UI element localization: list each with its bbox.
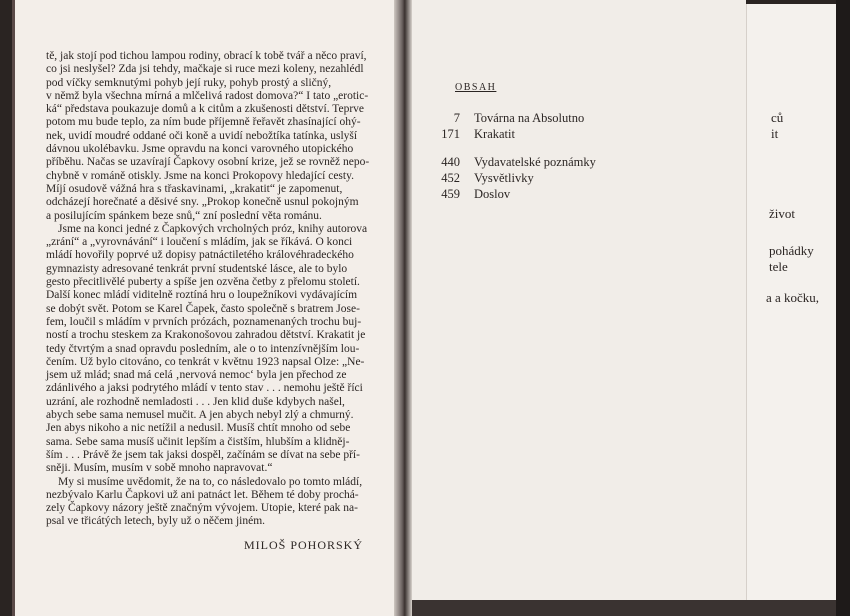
text-line: fem, loučil s mládím v prvních prózách, poznamenaných trochu buj- <box>46 315 362 328</box>
text-line-row <box>46 236 376 249</box>
text-line-row <box>46 183 376 196</box>
contents-heading: OBSAH <box>455 82 497 93</box>
text-line-row <box>46 249 376 262</box>
text-line-row <box>46 382 376 395</box>
text-line: abych sebe sama nemusel mučit. A jen abych nebyl zlý a chmurný. <box>46 409 354 422</box>
text-line-row <box>46 369 376 382</box>
text-line-row <box>46 156 376 169</box>
toc-entry <box>420 187 510 202</box>
text-line-row <box>46 210 376 223</box>
text-line: nezbývalo Karlu Čapkovi už ani patnáct let. Během té doby prochá- <box>46 488 359 501</box>
text-line-row <box>46 303 376 316</box>
text-line: uzrání, ale rozhodně nemladosti . . . Jen klid duše kdybych našel, <box>46 395 345 408</box>
toc-title: Vysvětlivky <box>474 171 534 185</box>
toc-entry <box>420 127 515 142</box>
text-line-row <box>46 130 376 143</box>
author-signature: MILOŠ POHORSKÝ <box>244 538 364 552</box>
underlying-text-fragment: život <box>769 206 795 221</box>
text-line: dávnou ukolébavku. Jsme opravdu na konci varovného utopického <box>46 143 354 156</box>
text-line: potom mu bude teplo, za ním bude příjemně řeřavět zhasínající ohý- <box>46 116 361 129</box>
text-line-row <box>46 436 376 449</box>
text-line-row <box>46 263 376 276</box>
text-line: „zrání“ a „vyrovnávání“ i loučení s mládím, jak se říkává. O konci <box>46 236 353 249</box>
text-line-row <box>46 422 376 435</box>
text-line: tě, jak stojí pod tichou lampou rodiny, obrací k tobě tvář a něco praví, <box>46 50 367 62</box>
book-gutter <box>394 0 412 616</box>
text-line: Jsme na konci jedné z Čapkových vrcholných próz, knihy autorova <box>58 222 368 235</box>
text-line-row <box>46 289 376 302</box>
text-line-row <box>46 143 376 156</box>
text-line-row <box>46 343 376 356</box>
background-bottom <box>412 600 836 616</box>
text-line: tedy čtvrtým a snad opravdu posledním, ale o to intenzívnějším lou- <box>46 342 360 355</box>
text-line: jsem už mlád; snad má celá ‚nervová nemoc‘ byla jen přechod ze <box>46 369 347 382</box>
underlying-text-fragment: pohádky <box>769 243 814 258</box>
text-line: zdánlivého a jaksi podrytého mládí v tento stav . . . nemohu ještě říci <box>46 382 363 395</box>
text-line-row <box>46 276 376 289</box>
text-line: mládí hovořily poprvé už dopisy patnáctiletého královéhradeckého <box>46 249 354 262</box>
text-line-row <box>46 515 376 528</box>
text-line: Další konec mládí viditelně roztíná hru o loupežníkovi vydávajícím <box>46 289 358 302</box>
text-line: čením. Už bylo citováno, co tenkrát v květnu 1923 napsal Olze: „Ne- <box>46 355 365 368</box>
text-line: pod víčky semknutými pohyb její ruky, pohyb prostý a sličný, <box>46 76 332 89</box>
text-line-row <box>46 502 376 515</box>
text-line-row <box>46 50 376 63</box>
toc-page-number: 7 <box>453 111 460 125</box>
text-line: psal ve třicátých letech, byly už o něčem jiném. <box>46 515 266 528</box>
toc-entry <box>420 155 596 170</box>
toc-page-number: 171 <box>441 127 460 141</box>
text-line-row <box>46 329 376 342</box>
text-line-row <box>46 196 376 209</box>
text-line: sněji. Musím, musím v sobě mnoho napravovat.“ <box>46 462 273 475</box>
text-line: zely Čapkovy názory ještě značným vývojem. Utopie, které pak na- <box>46 502 358 515</box>
text-line-row <box>46 90 376 103</box>
text-line: Míjí osudově vážná hra s třaskavinami, „krakatit“ je zapomenut, <box>46 182 343 195</box>
text-line-row <box>46 170 376 183</box>
text-line: gesto přecitlivělé puberty a spíše jen ozvěna četby z přelomu století. <box>46 276 360 289</box>
text-line: ností a trochu steskem za Krakonošovou zahradou dětství. Krakatit je <box>46 329 366 342</box>
toc-title: Vydavatelské poznámky <box>474 155 596 169</box>
text-line-row <box>46 409 376 422</box>
text-line: co jsi neslyšel? Zda jsi tehdy, mačkaje si ruce mezi koleny, nezahlédl <box>46 63 364 76</box>
text-line-row <box>46 356 376 369</box>
text-line-row <box>46 449 376 462</box>
text-line: gymnazisty adresované tenkrát první studentské lásce, ale to bylo <box>46 262 348 275</box>
underlying-text-fragment: ců <box>771 110 784 125</box>
text-line: příběhu. Načas se uzavírají Čapkovy osobní krize, jež se rovněž nepo- <box>46 156 370 169</box>
text-line: My si musíme uvědomit, že na to, co následovalo po tomto mládí, <box>58 475 363 488</box>
text-line-row <box>46 103 376 116</box>
text-line-row <box>46 489 376 502</box>
text-line: ším . . . Právě že jsem tak jaksi dospěl, začínám se dívat na sebe pří- <box>46 448 360 461</box>
text-line: Jen abys nikoho a nic netížil a nedusil. Musíš chtít mnoho od sebe <box>46 422 351 435</box>
text-line-row <box>46 116 376 129</box>
toc-title: Továrna na Absolutno <box>474 111 585 125</box>
toc-page-number: 459 <box>441 187 460 201</box>
toc-title: Krakatit <box>474 127 515 141</box>
underlying-text-fragment: tele <box>769 259 788 274</box>
text-line-row <box>46 63 376 76</box>
text-line-row <box>46 316 376 329</box>
underlying-text-fragment: a a kočku, <box>766 290 820 305</box>
toc-entry <box>420 171 534 186</box>
text-line: v němž byla všechna mírná a mlčelivá radost domova?“ I tato „erotic- <box>46 89 369 102</box>
toc-title: Doslov <box>474 187 511 201</box>
text-line: nek, uvidí moudré oddané oči koně a uvidí nebožtíka tatínka, uslyší <box>46 129 358 142</box>
text-line-row <box>46 476 376 489</box>
toc-page-number: 452 <box>441 171 460 185</box>
text-line-row <box>46 396 376 409</box>
text-line-row <box>46 462 376 475</box>
text-line: ká“ představa poukazuje domů a k citům a zkušenosti dětství. Teprve <box>46 103 365 116</box>
toc-entry <box>420 111 584 126</box>
text-line-row <box>46 223 376 236</box>
text-line: chybně v románě otiskly. Jsme na konci Prokopovy hledající cesty. <box>46 169 354 182</box>
text-line: sama. Sebe sama musíš učinit lepším a čistším, hlubším a klidněj- <box>46 435 350 448</box>
afterword-text <box>46 50 376 529</box>
text-line: se dobýt svět. Potom se Karel Čapek, často společně s bratrem Jose- <box>46 302 360 315</box>
text-line: odcházejí horečnaté a děsivé sny. „Prokop konečně usnul pokojným <box>46 196 359 209</box>
text-line: a posilujícím spánkem beze snů,“ zní poslední věta románu. <box>46 209 322 222</box>
toc-page-number: 440 <box>441 155 460 169</box>
background-edge <box>836 0 850 616</box>
underlying-text-fragment: it <box>771 126 779 141</box>
text-line-row <box>46 77 376 90</box>
